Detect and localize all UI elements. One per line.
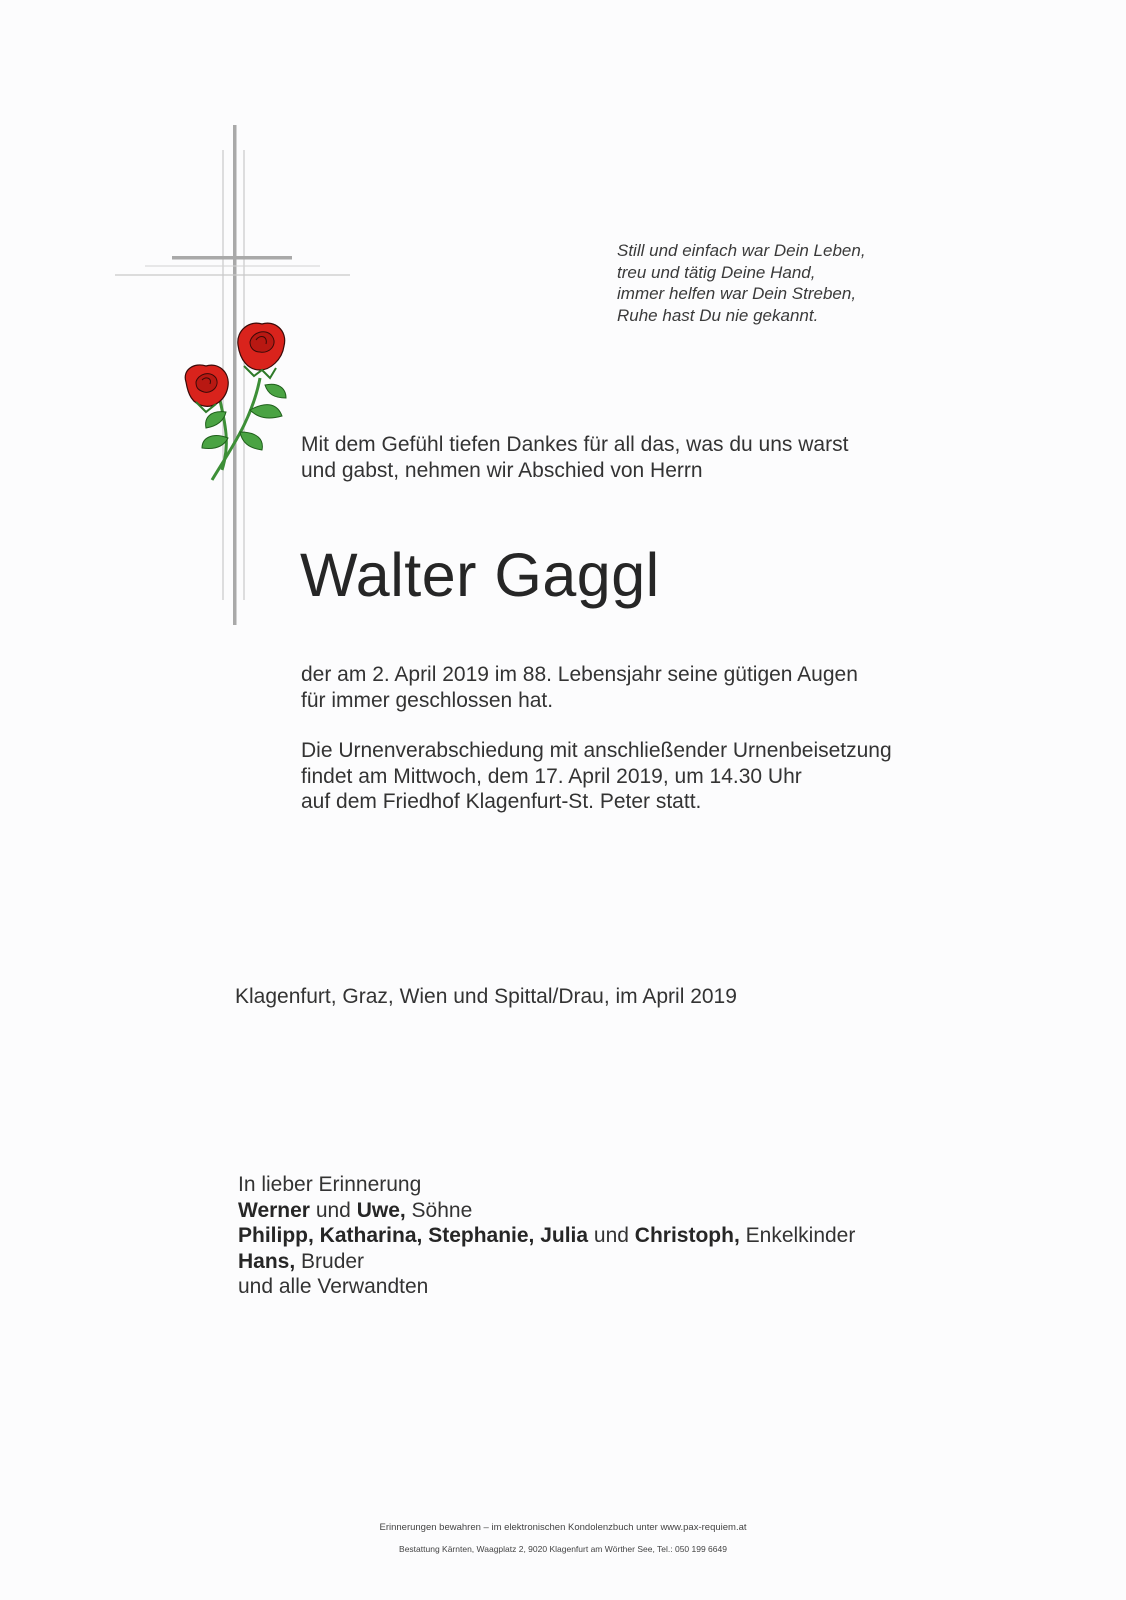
mourners-grandchildren [238, 1223, 855, 1249]
funeral-info-line: auf dem Friedhof Klagenfurt-St. Peter statt. [301, 790, 702, 813]
poem [617, 240, 866, 326]
intro-line: Mit dem Gefühl tiefen Dankes für all das, was du uns warst [301, 433, 849, 456]
intro-line: und gabst, nehmen wir Abschied von Herrn [301, 458, 703, 482]
poem-line: immer helfen war Dein Streben, [617, 284, 857, 303]
death-notice-line: für immer geschlossen hat. [301, 688, 554, 712]
funeral-info-line: Die Urnenverabschiedung mit anschließender Urnenbeisetzung [301, 739, 892, 762]
relation-label: Enkelkinder [739, 1224, 856, 1247]
mourners-list [238, 1172, 855, 1300]
mourners-others: und alle Verwandten [238, 1275, 429, 1298]
conjunction: und [309, 1198, 357, 1222]
mourners-heading: In lieber Erinnerung [238, 1173, 422, 1196]
mourners-brother [238, 1249, 855, 1275]
grandchild-name: Christoph, [634, 1224, 740, 1247]
grandchildren-names: Philipp, Katharina, Stephanie, Julia [238, 1224, 589, 1247]
conjunction: und [588, 1224, 635, 1247]
relation-label: Söhne [405, 1198, 473, 1222]
poem-line: treu und tätig Deine Hand, [617, 262, 816, 282]
brother-name: Hans, [238, 1249, 296, 1273]
funeral-info-line: findet am Mittwoch, dem 17. April 2019, um 14.30 Uhr [301, 764, 802, 788]
place-and-date: Klagenfurt, Graz, Wien und Spittal/Drau, im April 2019 [235, 985, 737, 1008]
relation-label: Bruder [295, 1249, 365, 1273]
poem-line: Still und einfach war Dein Leben, [617, 241, 866, 260]
poem-line: Ruhe hast Du nie gekannt. [617, 305, 819, 325]
son-name: Werner [238, 1198, 310, 1222]
mourners-sons [238, 1198, 855, 1224]
intro-text [301, 432, 848, 483]
son-name: Uwe, [356, 1198, 406, 1222]
death-notice [301, 662, 858, 713]
footer-undertaker-address: Bestattung Kärnten, Waagplatz 2, 9020 Klagenfurt am Wörther See, Tel.: 050 199 6649 [399, 1544, 727, 1554]
death-notice-line: der am 2. April 2019 im 88. Lebensjahr seine gütigen Augen [301, 663, 858, 686]
funeral-info [301, 738, 892, 815]
footer-condolence-note: Erinnerungen bewahren – im elektronischen Kondolenzbuch unter www.pax-requiem.at [379, 1522, 747, 1533]
deceased-name: Walter Gaggl [300, 541, 660, 609]
